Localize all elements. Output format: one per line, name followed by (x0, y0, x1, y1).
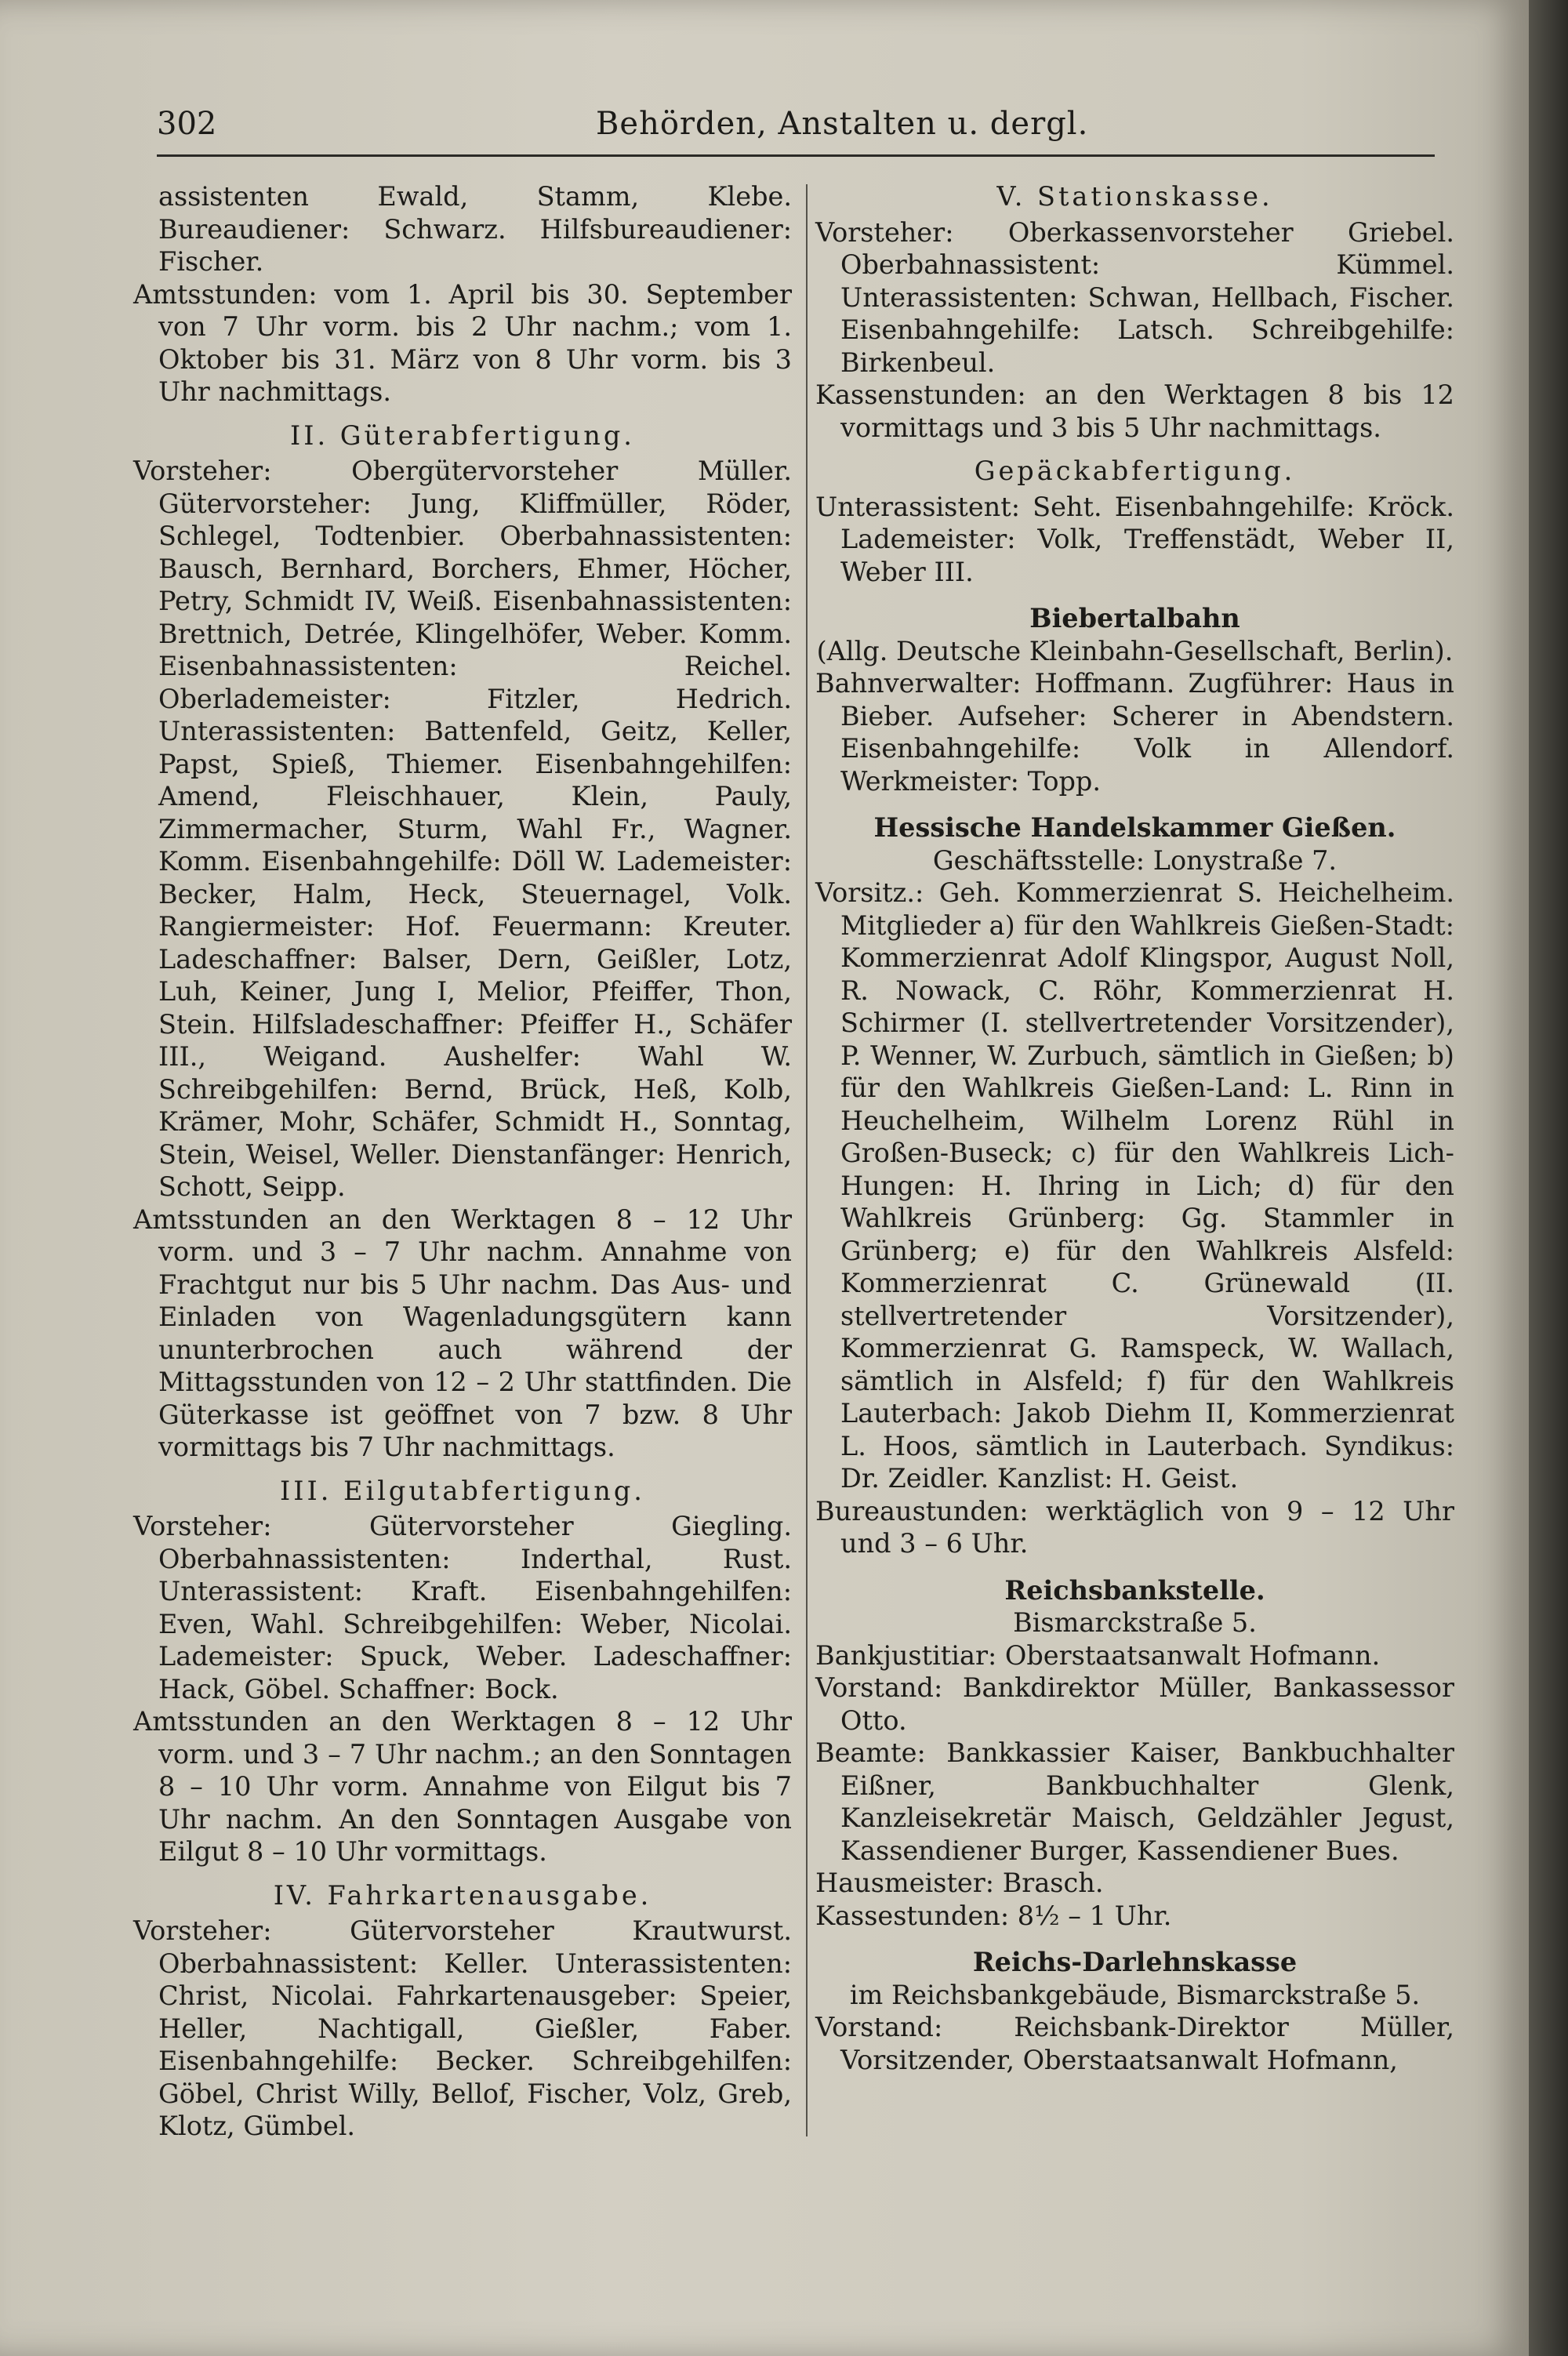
heading-handelskammer: Hessische Handelskammer Gießen. (873, 812, 1396, 843)
stationskasse-staff: Vorsteher: Oberkassenvorsteher Griebel. Oberbahnassistent: Kümmel. Unterassistenten: Schwan, Hellbach, Fischer. Eisenbahngehilfe: Latsch. Schreibgehilfe: Birkenbeul. (815, 216, 1454, 378)
right-column (815, 180, 1454, 2076)
reichs-darlehnskasse-location: im Reichsbankgebäude, Bismarckstraße 5. (849, 1979, 1421, 2010)
gepaeckabfertigung-staff: Unterassistent: Seht. Eisenbahngehilfe: Kröck. Lademeister: Volk, Treffenstädt, Weber II, Weber III. (815, 491, 1454, 587)
continued-staff-list: assistenten Ewald, Stamm, Klebe. Bureaudiener: Schwarz. Hilfsbureaudiener: Fischer. (158, 181, 792, 277)
reichsbankstelle-hausmeister: Hausmeister: Brasch. (815, 1868, 1104, 1898)
heading-reichsbankstelle: Reichsbankstelle. (1004, 1574, 1265, 1606)
office-hours: Amtsstunden: vom 1. April bis 30. September von 7 Uhr vorm. bis 2 Uhr nachm.; vom 1. Oktober bis 31. März von 8 Uhr vorm. bis 3 Uhr nachmittags. (133, 278, 792, 407)
eilgutabfertigung-staff: Vorsteher: Gütervorsteher Giegling. Oberbahnassistenten: Inderthal, Rust. Unterassistent: Kraft. Eisenbahngehilfen: Even, Wahl. Schreibgehilfen: Weber, Nicolai. Lademeister: Spuck, Weber. Ladeschaffner: Hack, Göbel. Schaffner: Bock. (133, 1511, 792, 1704)
book-spine-shadow (1529, 0, 1568, 2356)
page-number: 302 (157, 106, 217, 142)
reichsbankstelle-vorstand: Vorstand: Bankdirektor Müller, Bankassessor Otto. (815, 1672, 1454, 1736)
section-title-fahrkartenausgabe: IV. Fahrkartenausgabe. (273, 1879, 652, 1911)
header-rule (157, 154, 1435, 157)
handelskammer-office: Geschäftsstelle: Lonystraße 7. (932, 844, 1338, 876)
handelskammer-hours: Bureaustunden: werktäglich von 9 – 12 Uhr und 3 – 6 Uhr. (815, 1495, 1454, 1559)
reichsbankstelle-justitiar: Bankjustitiar: Oberstaatsanwalt Hofmann. (815, 1639, 1381, 1671)
left-column (133, 180, 792, 2143)
fahrkartenausgabe-staff: Vorsteher: Gütervorsteher Krautwurst. Oberbahnassistent: Keller. Unterassistenten: Christ, Nicolai. Fahrkartenausgeber: Speier, Heller, Nachtigall, Gießler, Faber. Eisenbahngehilfe: Becker. Schreibgehilfen: Göbel, Christ Willy, Bellof, Fischer, Volz, Greb, Klotz, Gümbel. (133, 1915, 792, 2141)
eilgutabfertigung-hours: Amtsstunden an den Werktagen 8 – 12 Uhr vorm. und 3 – 7 Uhr nachm.; an den Sonntagen 8 – 10 Uhr vorm. Annahme von Eilgut bis 7 Uhr nachm. An den Sonntagen Ausgabe von Eilgut 8 – 10 Uhr vormittags. (133, 1706, 792, 1867)
reichs-darlehnskasse-vorstand: Vorstand: Reichsbank-Direktor Müller, Vorsitzender, Oberstaatsanwalt Hofmann, (815, 2012, 1454, 2075)
section-title-eilgutabfertigung: III. Eilgutabfertigung. (280, 1475, 645, 1506)
heading-biebertalbahn: Biebertalbahn (1029, 603, 1240, 633)
section-title-gueterabfertigung: II. Güterabfertigung. (290, 419, 635, 451)
handelskammer-members: Vorsitz.: Geh. Kommerzienrat S. Heichelheim. Mitglieder a) für den Wahlkreis Gießen-Stadt: Kommerzienrat Adolf Klingspor, August Noll, R. Nowack, C. Röhr, Kommerzienrat H. Schirmer (I. stellvertretender Vorsitzender), P. Wenner, W. Zurbuch, sämtlich in Gießen; b) für den Wahlkreis Gießen-Land: L. Rinn in Heuchelheim, Wilhelm Lorenz Rühl in Großen-Buseck; c) für den Wahlkreis Lich-Hungen: H. Ihring in Lich; d) für den Wahlkreis Grünberg: Gg. Stammler in Grünberg; e) für den Wahlkreis Alsfeld: Kommerzienrat C. Grünewald (II. stellvertretender Vorsitzender), Kommerzienrat G. Ramspeck, W. Wallach, sämtlich in Alsfeld; f) für den Wahlkreis Lauterbach: Jakob Diehm II, Kommerzienrat L. Hoos, sämtlich in Lauterbach. Syndikus: Dr. Zeidler. Kanzlist: H. Geist. (815, 877, 1454, 1494)
heading-reichs-darlehnskasse: Reichs-Darlehnskasse (972, 1947, 1298, 1977)
reichsbankstelle-address: Bismarckstraße 5. (1013, 1607, 1257, 1638)
page-header (157, 106, 1435, 161)
biebertalbahn-owner: (Allg. Deutsche Kleinbahn-Gesellschaft, Berlin). (816, 635, 1454, 666)
gueterabfertigung-hours: Amtsstunden an den Werktagen 8 – 12 Uhr vorm. und 3 – 7 Uhr nachm. Annahme von Frachtgut nur bis 5 Uhr nachm. Das Aus- und Einladen von Wagenladungsgütern kann ununterbrochen auch während der Mittagsstunden von 12 – 2 Uhr stattfinden. Die Güterkasse ist geöffnet von 7 bzw. 8 Uhr vormittags bis 7 Uhr nachmittags. (133, 1203, 792, 1462)
stationskasse-hours: Kassenstunden: an den Werktagen 8 bis 12 vormittags und 3 bis 5 Uhr nachmittags. (815, 379, 1454, 443)
reichsbankstelle-beamte: Beamte: Bankkassier Kaiser, Bankbuchhalter Eißner, Bankbuchhalter Glenk, Kanzleisekretär Maisch, Geldzähler Jegust, Kassendiener Burger, Kassendiener Bues. (815, 1737, 1454, 1866)
running-title: Behörden, Anstalten u. dergl. (596, 106, 1089, 142)
section-title-gepaeckabfertigung: Gepäckabfertigung. (974, 456, 1296, 486)
column-divider (806, 184, 808, 2136)
section-title-stationskasse: V. Stationskasse. (996, 181, 1273, 212)
biebertalbahn-staff: Bahnverwalter: Hoffmann. Zugführer: Haus in Bieber. Aufseher: Scherer in Abendstern. Eisenbahngehilfe: Volk in Allendorf. Werkmeister: Topp. (815, 668, 1454, 797)
gueterabfertigung-staff: Vorsteher: Obergütervorsteher Müller. Gütervorsteher: Jung, Kliffmüller, Röder, Schlegel, Todtenbier. Oberbahnassistenten: Bausch, Bernhard, Borchers, Ehmer, Höcher, Petry, Schmidt IV, Weiß. Eisenbahnassistenten: Brettnich, Detrée, Klingelhöfer, Weber. Komm. Eisenbahnassistenten: Reichel. Oberlademeister: Fitzler, Hedrich. Unterassistenten: Battenfeld, Geitz, Keller, Papst, Spieß, Thiemer. Eisenbahngehilfen: Amend, Fleischhauer, Klein, Pauly, Zimmermacher, Sturm, Wahl Fr., Wagner. Komm. Eisenbahngehilfe: Döll W. Lademeister: Becker, Halm, Heck, Steuernagel, Volk. Rangiermeister: Hof. Feuermann: Kreuter. Ladeschaffner: Balser, Dern, Geißler, Lotz, Luh, Keiner, Jung I, Melior, Pfeiffer, Thon, Stein. Hilfsladeschaffner: Pfeiffer H., Schäfer III., Weigand. Aushelfer: Wahl W. Schreibgehilfen: Bernd, Brück, Heß, Kolb, Krämer, Mohr, Schäfer, Schmidt H., Sonntag, Stein, Weisel, Weller. Dienstanfänger: Henrich, Schott, Seipp. (133, 456, 792, 1202)
reichsbankstelle-hours: Kassestunden: 8½ – 1 Uhr. (815, 1900, 1172, 1931)
